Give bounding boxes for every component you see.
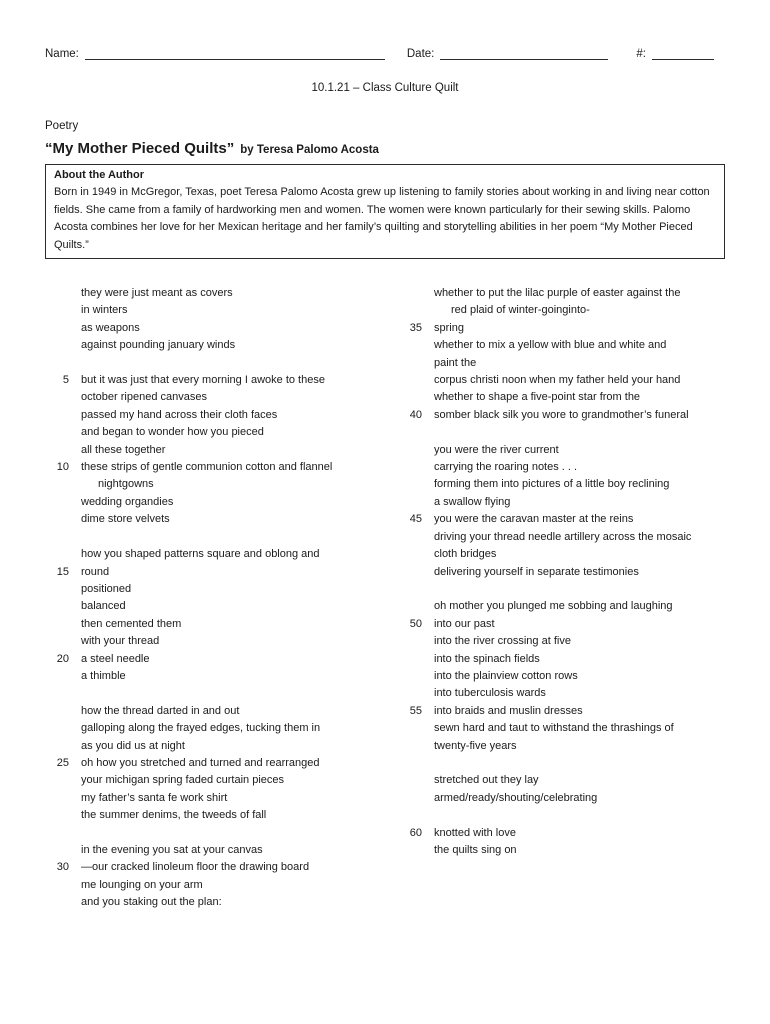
poem-line [45,442,372,459]
line-text: a swallow flying [434,495,511,508]
poem-heading [45,140,725,159]
line-number [45,511,69,528]
poem-line [45,320,372,337]
poem-line [398,807,725,824]
line-number: 50 [409,617,422,630]
line-number [398,476,422,493]
poem-line [398,633,725,650]
poem-line [45,302,372,319]
line-number: 30 [56,861,69,874]
line-number [398,459,422,476]
poem-body [45,285,725,912]
line-text: armed/ready/shouting/celebrating [434,791,598,804]
line-text: red plaid of winter-goinginto- [451,304,590,317]
poem-line [398,616,725,633]
line-number [45,790,69,807]
poem-column-left [45,285,372,912]
poem-line [398,755,725,772]
date-fill-line [440,46,608,60]
poem-line [398,581,725,598]
line-text: oh mother you plunged me sobbing and laughing [434,600,673,613]
line-text: the quilts sing on [434,843,517,856]
poem-line [398,564,725,581]
line-number [45,389,69,406]
poem-line [45,685,372,702]
poem-line [45,825,372,842]
line-text: the summer denims, the tweeds of fall [81,809,267,822]
line-number [398,738,422,755]
line-number: 5 [62,374,69,387]
poem-line [398,825,725,842]
line-text: you were the river current [434,443,559,456]
line-number [398,285,422,302]
line-number [45,842,69,859]
line-number [398,685,422,702]
poem-line [398,790,725,807]
poem-line [398,738,725,755]
line-number: 20 [56,652,69,665]
line-number [45,598,69,615]
line-text: —our cracked linoleum floor the drawing board [81,861,310,874]
poem-line [45,859,372,876]
line-number [398,546,422,563]
line-text: whether to mix a yellow with blue and white and [434,339,667,352]
poem-line [45,581,372,598]
poem-line [45,842,372,859]
line-text: as weapons [81,321,140,334]
line-number [45,877,69,894]
line-number [398,529,422,546]
line-number [398,302,422,319]
line-text: cloth bridges [434,548,497,561]
poem-line [398,337,725,354]
line-text: me lounging on your arm [81,878,203,891]
poem-line [398,772,725,789]
line-text: positioned [81,582,132,595]
line-text: whether to shape a five-point star from the [434,391,641,404]
line-text: forming them into pictures of a little boy reclining [434,478,670,491]
line-text: in winters [81,304,128,317]
line-number [45,529,69,546]
line-number [45,285,69,302]
header-row [45,46,725,60]
poem-line [398,546,725,563]
line-number [45,476,69,493]
line-number [398,598,422,615]
name-label: Name: [45,48,79,60]
line-text: whether to put the lilac purple of easter against the [434,287,681,300]
line-text: with your thread [81,635,160,648]
line-text: dime store velvets [81,513,170,526]
poem-line [398,285,725,302]
poem-line [45,738,372,755]
line-number [45,616,69,633]
line-number [398,581,422,598]
poem-line [45,494,372,511]
line-text: october ripened canvases [81,391,207,404]
line-text: round [81,565,110,578]
line-text: these strips of gentle communion cotton and flannel [81,461,333,474]
poem-line [398,302,725,319]
line-number [398,842,422,859]
line-number: 45 [409,513,422,526]
poem-line [398,320,725,337]
line-text: stretched out they lay [434,774,539,787]
poem-line [398,355,725,372]
poem-line [45,651,372,668]
poem-title: “My Mother Pieced Quilts” [45,140,235,157]
line-text: into tuberculosis wards [434,687,546,700]
poem-line [45,285,372,302]
line-text: knotted with love [434,826,516,839]
line-text: twenty-five years [434,739,517,752]
number-fill-line [652,46,714,60]
poem-line [398,459,725,476]
poem-line [45,355,372,372]
poem-line [398,529,725,546]
poem-line [45,894,372,911]
line-number: 10 [56,461,69,474]
line-text: spring [434,321,464,334]
line-number [45,320,69,337]
line-number [398,651,422,668]
line-number [45,772,69,789]
poem-line [398,511,725,528]
line-number [398,389,422,406]
name-fill-line [85,46,385,60]
line-text: as you did us at night [81,739,185,752]
line-text: in the evening you sat at your canvas [81,843,263,856]
line-number: 25 [56,756,69,769]
poem-line [398,389,725,406]
poem-line [398,407,725,424]
poem-line [45,372,372,389]
line-number [398,424,422,441]
poem-line [398,442,725,459]
line-text: into the river crossing at five [434,635,571,648]
line-number [45,407,69,424]
poem-line [45,755,372,772]
line-number [398,355,422,372]
poem-line [45,407,372,424]
line-number [45,685,69,702]
poem-line [398,651,725,668]
line-text: then cemented them [81,617,182,630]
poem-line [398,720,725,737]
line-number [45,703,69,720]
poem-line [398,372,725,389]
line-number [45,581,69,598]
poem-line [398,703,725,720]
about-author-box [45,164,725,259]
line-text: carrying the roaring notes . . . [434,461,578,474]
line-text: you were the caravan master at the reins [434,513,634,526]
line-number [398,337,422,354]
about-author-heading: About the Author [54,169,145,181]
date-label: Date: [406,48,435,60]
poem-line [45,424,372,441]
poem-line [398,476,725,493]
line-text: and began to wonder how you pieced [81,426,264,439]
line-number [45,668,69,685]
line-number [398,807,422,824]
poem-line [45,668,372,685]
line-number [45,894,69,911]
line-text: sewn hard and taut to withstand the thrashings of [434,722,674,735]
line-text: all these together [81,443,166,456]
document-title: 10.1.21 – Class Culture Quilt [311,82,459,94]
poem-line [398,842,725,859]
line-number [45,442,69,459]
poem-line [45,877,372,894]
line-text: delivering yourself in separate testimonies [434,565,639,578]
poem-line [45,564,372,581]
poem-line [45,459,372,476]
poem-line [45,511,372,528]
poem-line [398,494,725,511]
about-author-body: Born in 1949 in McGregor, Texas, poet Teresa Palomo Acosta grew up listening to family stories about working in and living near cotton fields. She came from a family of hardworking men and women. The women were known particularly for their sewing skills. Palomo Acosta combines her love for her Mexican heritage and her family’s quilting and storytelling abilities in her poem “My Mother Pieced Quilts.” [54,186,710,251]
line-text: into the spinach fields [434,652,540,665]
line-text: your michigan spring faded curtain pieces [81,774,285,787]
line-text: but it was just that every morning I awoke to these [81,374,325,387]
line-number [45,424,69,441]
line-text: how the thread darted in and out [81,704,240,717]
line-number [398,442,422,459]
line-number: 55 [409,704,422,717]
line-text: corpus christi noon when my father held your hand [434,374,681,387]
line-text: nightgowns [98,478,154,491]
poem-line [45,546,372,563]
line-number [398,633,422,650]
poem-line [45,703,372,720]
line-number [398,790,422,807]
line-text: my father’s santa fe work shirt [81,791,228,804]
line-number: 35 [409,321,422,334]
line-number [398,668,422,685]
poem-line [45,598,372,615]
line-number: 15 [56,565,69,578]
poem-line [398,598,725,615]
line-number [398,494,422,511]
line-number [45,825,69,842]
line-text: into the plainview cotton rows [434,669,578,682]
poem-line [45,476,372,493]
line-text: passed my hand across their cloth faces [81,408,278,421]
poem-line [45,772,372,789]
poem-line [45,633,372,650]
line-number [45,807,69,824]
line-number [45,337,69,354]
line-number [45,633,69,650]
line-number [398,772,422,789]
line-number [398,372,422,389]
poem-line [45,337,372,354]
line-number [45,302,69,319]
number-label: #: [636,48,646,60]
line-text: and you staking out the plan: [81,896,222,909]
section-label-poetry: Poetry [45,120,79,132]
poem-line [398,685,725,702]
poem-line [45,529,372,546]
line-number [45,355,69,372]
poem-line [45,616,372,633]
line-text: wedding organdies [81,495,174,508]
line-number [45,738,69,755]
line-text: galloping along the frayed edges, tucking them in [81,722,321,735]
line-number [398,564,422,581]
line-text: they were just meant as covers [81,287,233,300]
line-text: against pounding january winds [81,339,236,352]
poem-byline: by Teresa Palomo Acosta [240,144,379,156]
line-text: how you shaped patterns square and oblong and [81,548,320,561]
poem-column-right [398,285,725,912]
line-number: 60 [409,826,422,839]
line-number [398,720,422,737]
line-text: somber black silk you wore to grandmother’s funeral [434,408,689,421]
poem-line [45,389,372,406]
line-number: 40 [409,408,422,421]
line-number [45,546,69,563]
line-text: oh how you stretched and turned and rearranged [81,756,320,769]
line-number [45,494,69,511]
line-text: a thimble [81,669,126,682]
poem-line [45,790,372,807]
line-text: paint the [434,356,477,369]
line-number [45,720,69,737]
line-number [398,755,422,772]
line-text: a steel needle [81,652,150,665]
line-text: driving your thread needle artillery across the mosaic [434,530,692,543]
line-text: into braids and muslin dresses [434,704,583,717]
poem-line [45,807,372,824]
line-text: into our past [434,617,495,630]
poem-line [398,668,725,685]
poem-line [398,424,725,441]
poem-line [45,720,372,737]
line-text: balanced [81,600,126,613]
